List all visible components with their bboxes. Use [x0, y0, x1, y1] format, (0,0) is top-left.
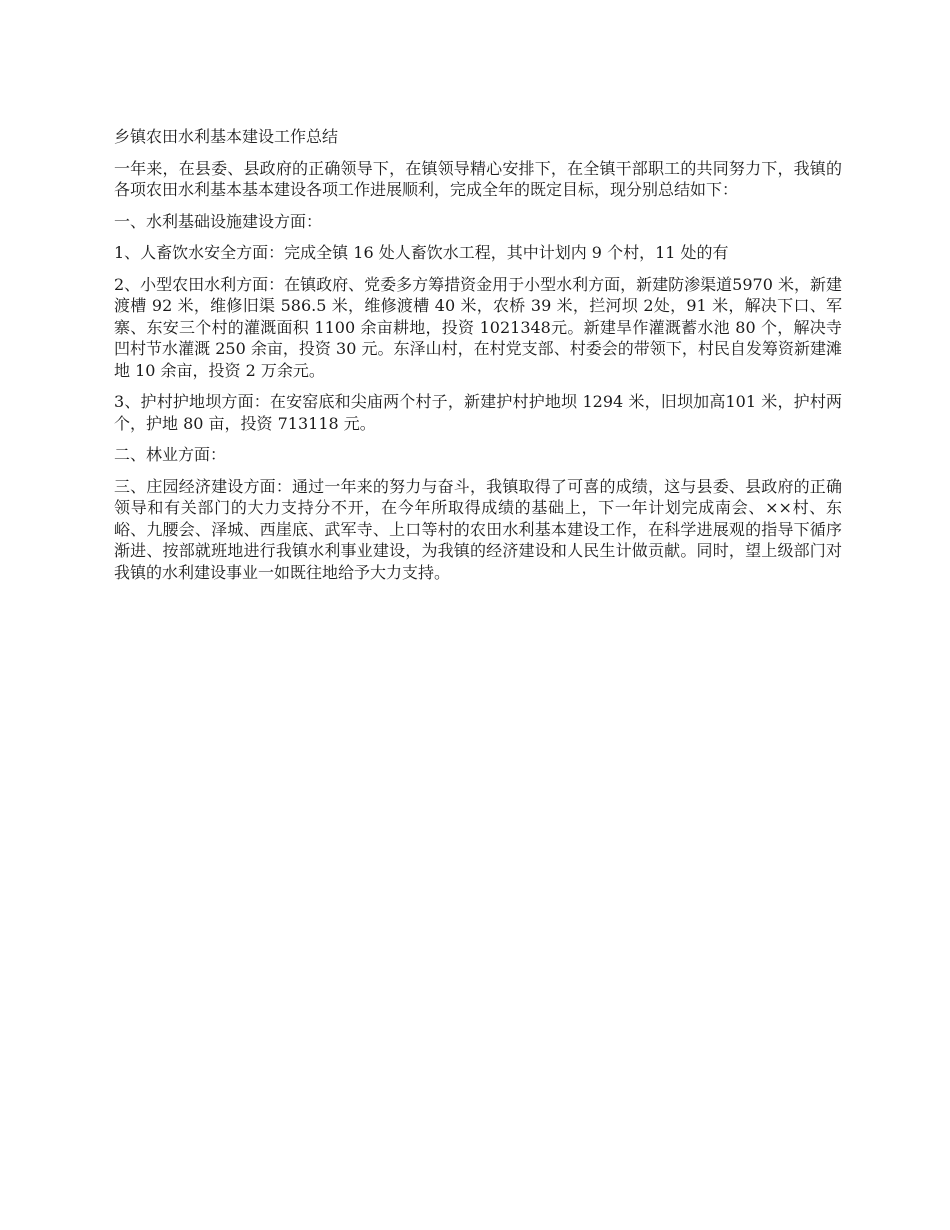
- paragraph-manor-economy: 三、庄园经济建设方面：通过一年来的努力与奋斗，我镇取得了可喜的成绩，这与县委、县政府的正确领导和有关部门的大力支持分不开，在今年所取得成绩的基础上，下一年计划完成南会、××村、东峪、九腰会、泽城、西崖底、武军寺、上口等村的农田水利基本建设工作，在科学进展观的指导下循序渐进、按部就班地进行我镇水利事业建设，为我镇的经济建设和人民生计做贡献。同时，望上级部门对我镇的水利建设事业一如既往地给予大力支持。: [114, 476, 842, 582]
- document-body: [114, 126, 842, 593]
- section-heading-forestry: 二、林业方面：: [114, 445, 227, 464]
- paragraph-protection-dam: 3、护村护地坝方面：在安窑底和尖庙两个村子，新建护村护地坝 1294 米，旧坝加高101 米，护村两个，护地 80 亩，投资 713118 元。: [114, 392, 842, 433]
- paragraph-drinking-water: 1、人畜饮水安全方面：完成全镇 16 处人畜饮水工程，其中计划内 9 个村，11 处的有: [114, 243, 729, 262]
- section-heading-water-infrastructure: 一、水利基础设施建设方面：: [114, 211, 323, 231]
- document-title: 乡镇农田水利基本建设工作总结: [114, 127, 339, 146]
- paragraph-small-irrigation: 2、小型农田水利方面：在镇政府、党委多方筹措资金用于小型水利方面，新建防渗渠道5970 米，新建渡槽 92 米，维修旧渠 586.5 米，维修渡槽 40 米，农桥 39 米，拦河坝 2处，91 米，解决下口、军寨、东安三个村的灌溉面积 1100 余亩耕地，投资 1021348元。新建旱作灌溉蓄水池 80 个，解决寺凹村节水灌溉 250 余亩，投资 30 元。东泽山村，在村党支部、村委会的带领下，村民自发筹资新建滩地 10 余亩，投资 2 万余元。: [114, 274, 842, 380]
- paragraph-intro: 一年来，在县委、县政府的正确领导下，在镇领导精心安排下，在全镇干部职工的共同努力下，我镇的各项农田水利基本基本建设各项工作进展顺利，完成全年的既定目标，现分别总结如下：: [114, 158, 842, 199]
